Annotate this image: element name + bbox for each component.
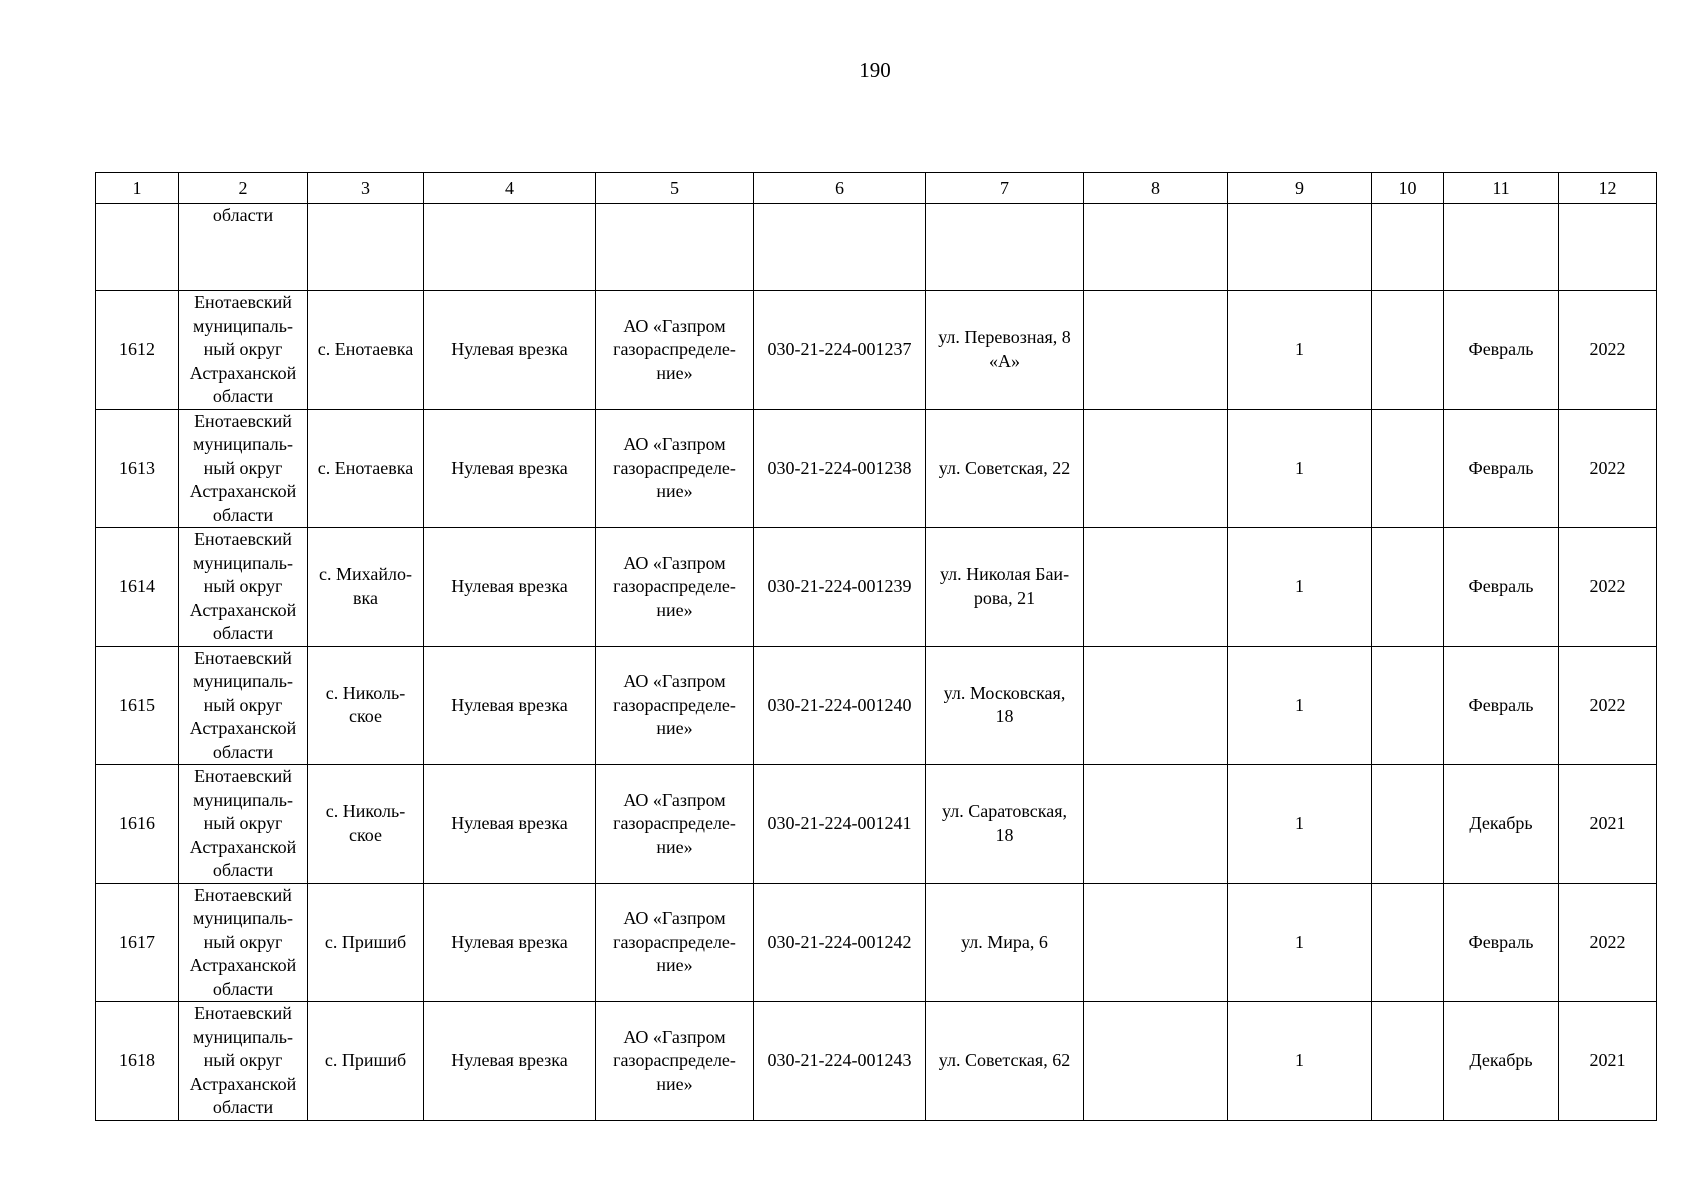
cell-organization-line: АО «Газпром <box>623 1026 726 1047</box>
column-number-8: 8 <box>1084 173 1228 204</box>
cell-quantity: 1 <box>1228 291 1372 410</box>
cell-organization-text <box>613 907 736 978</box>
column-number-3: 3 <box>308 173 424 204</box>
cell-settlement <box>308 765 424 884</box>
cell-col-3 <box>308 204 424 291</box>
cell-work-type: Нулевая врезка <box>424 528 596 647</box>
cell-number: 1616 <box>96 765 179 884</box>
cell-quantity: 1 <box>1228 883 1372 1002</box>
cell-municipality-line: муниципаль- <box>193 552 293 573</box>
cell-municipality-line: Енотаевский <box>194 410 292 431</box>
cell-organization-text <box>613 552 736 623</box>
cell-address-line: ул. Советская, 22 <box>938 457 1071 478</box>
cell-organization-line: газораспределе- <box>613 813 736 833</box>
cell-address-line: ул. Николая Баи- <box>939 564 1070 585</box>
column-number-1: 1 <box>96 173 179 204</box>
cell-organization-line: газораспределе- <box>613 694 736 715</box>
cell-municipality <box>179 765 308 884</box>
cell-address-line: «А» <box>989 350 1020 371</box>
cell-col-10 <box>1372 646 1444 765</box>
cell-municipality-text <box>190 410 296 528</box>
cell-municipality-line: Астраханской <box>189 481 297 501</box>
cell-settlement-text <box>326 682 405 729</box>
cell-address-text <box>961 931 1048 955</box>
cell-col-10 <box>1372 1002 1444 1121</box>
cell-municipality-line: области <box>212 504 274 525</box>
cell-col-11 <box>1444 204 1559 291</box>
cell-municipality <box>179 528 308 647</box>
cell-organization-line: АО «Газпром <box>623 552 726 573</box>
cell-address-text <box>942 800 1067 847</box>
cell-municipality-text <box>190 884 296 1002</box>
cell-organization-line: ние» <box>656 955 693 975</box>
cell-col-8 <box>1084 409 1228 528</box>
cell-municipality-line: ный округ <box>203 339 283 359</box>
cell-number: 1615 <box>96 646 179 765</box>
cell-settlement-line: с. Михайло- <box>319 564 412 585</box>
cell-organization-line: ние» <box>656 362 693 383</box>
cell-municipality-text <box>190 528 296 646</box>
cell-settlement-line: вка <box>353 587 378 608</box>
cell-col-8 <box>1084 291 1228 410</box>
cell-code: 030-21-224-001242 <box>754 883 926 1002</box>
cell-month: Февраль <box>1444 646 1559 765</box>
table-row <box>96 765 1657 884</box>
cell-settlement-text <box>318 457 413 481</box>
cell-number: 1613 <box>96 409 179 528</box>
cell-municipality <box>179 646 308 765</box>
cell-code: 030-21-224-001240 <box>754 646 926 765</box>
cell-organization-text <box>613 789 736 860</box>
cell-work-type: Нулевая врезка <box>424 765 596 884</box>
cell-month: Февраль <box>1444 409 1559 528</box>
cell-organization-line: ние» <box>656 481 693 501</box>
cell-settlement-line: с. Николь- <box>325 682 406 703</box>
cell-year: 2022 <box>1559 409 1657 528</box>
table-row <box>96 883 1657 1002</box>
cell-municipality <box>179 1002 308 1121</box>
cell-municipality-line: муниципаль- <box>193 671 293 691</box>
cell-col-10 <box>1372 528 1444 647</box>
cell-organization <box>596 291 754 410</box>
cell-municipality <box>179 409 308 528</box>
cell-municipality-line: муниципаль- <box>193 908 293 928</box>
cell-col-10 <box>1372 291 1444 410</box>
cell-municipality-line: муниципаль- <box>193 789 293 810</box>
cell-col-12 <box>1559 204 1657 291</box>
cell-organization <box>596 528 754 647</box>
cell-address-text <box>938 326 1071 373</box>
column-number-12: 12 <box>1559 173 1657 204</box>
cell-address <box>926 883 1084 1002</box>
cell-address-line: ул. Мира, 6 <box>961 931 1048 952</box>
cell-work-type: Нулевая врезка <box>424 646 596 765</box>
cell-organization-line: газораспределе- <box>613 1050 736 1070</box>
column-number-9: 9 <box>1228 173 1372 204</box>
cell-municipality-line: ный округ <box>203 813 283 833</box>
cell-settlement-line: с. Николь- <box>325 801 406 822</box>
cell-organization <box>596 765 754 884</box>
cell-organization-line: ние» <box>656 836 693 857</box>
cell-municipality-line: Енотаевский <box>194 647 292 668</box>
cell-municipality-line: муниципаль- <box>193 315 293 336</box>
cell-address-line: 18 <box>995 706 1014 727</box>
cell-month: Февраль <box>1444 291 1559 410</box>
cell-municipality-line: Енотаевский <box>194 1003 292 1023</box>
cell-work-type: Нулевая врезка <box>424 883 596 1002</box>
cell-settlement <box>308 1002 424 1121</box>
cell-organization-text <box>613 433 736 504</box>
cell-address <box>926 765 1084 884</box>
cell-municipality-line: Астраханской <box>189 362 297 383</box>
cell-number: 1614 <box>96 528 179 647</box>
cell-col-8 <box>1084 204 1228 291</box>
cell-organization-line: АО «Газпром <box>623 671 726 691</box>
cell-address-line: 18 <box>995 824 1014 845</box>
cell-settlement-text <box>319 563 412 610</box>
cell-municipality-line: Енотаевский <box>194 292 292 312</box>
cell-address-text <box>944 682 1066 729</box>
cell-settlement <box>308 883 424 1002</box>
column-number-6: 6 <box>754 173 926 204</box>
cell-municipality-continuation: области <box>179 204 308 291</box>
cell-organization-line: АО «Газпром <box>623 434 726 454</box>
register-table <box>95 172 1657 1121</box>
cell-settlement-line: ское <box>348 824 383 845</box>
cell-address <box>926 646 1084 765</box>
cell-municipality-line: области <box>212 623 274 643</box>
cell-year: 2021 <box>1559 765 1657 884</box>
cell-municipality-line: ный округ <box>203 457 283 478</box>
cell-settlement-text <box>325 1049 406 1073</box>
cell-municipality-text <box>190 765 296 883</box>
cell-number: 1612 <box>96 291 179 410</box>
cell-address-line: ул. Саратовская, <box>942 801 1067 822</box>
cell-municipality-line: Астраханской <box>189 1073 297 1094</box>
cell-municipality-line: области <box>212 1097 274 1117</box>
cell-year: 2022 <box>1559 883 1657 1002</box>
cell-address-line: ул. Советская, 62 <box>938 1050 1071 1070</box>
column-number-5: 5 <box>596 173 754 204</box>
cell-organization-line: ние» <box>656 599 693 620</box>
cell-address <box>926 1002 1084 1121</box>
cell-organization <box>596 1002 754 1121</box>
column-number-10: 10 <box>1372 173 1444 204</box>
cell-col-6 <box>754 204 926 291</box>
table-body <box>96 173 1657 1121</box>
table-row <box>96 291 1657 410</box>
cell-municipality-line: муниципаль- <box>193 1026 293 1047</box>
cell-address <box>926 528 1084 647</box>
cell-settlement-text <box>318 338 413 362</box>
cell-municipality-line: ный округ <box>203 694 283 715</box>
cell-code: 030-21-224-001243 <box>754 1002 926 1121</box>
cell-organization <box>596 646 754 765</box>
cell-settlement-line: ское <box>348 706 383 727</box>
column-number-4: 4 <box>424 173 596 204</box>
cell-number: 1617 <box>96 883 179 1002</box>
cell-month: Февраль <box>1444 883 1559 1002</box>
cell-year: 2022 <box>1559 646 1657 765</box>
cell-year: 2021 <box>1559 1002 1657 1121</box>
cell-col-10 <box>1372 765 1444 884</box>
cell-settlement-line: с. Пришиб <box>324 931 407 952</box>
cell-col-8 <box>1084 528 1228 647</box>
cell-year: 2022 <box>1559 291 1657 410</box>
cell-organization-line: газораспределе- <box>613 339 736 359</box>
cell-settlement-line: с. Пришиб <box>324 1050 407 1070</box>
cell-quantity: 1 <box>1228 765 1372 884</box>
cell-organization-line: газораспределе- <box>613 931 736 952</box>
cell-quantity: 1 <box>1228 528 1372 647</box>
cell-quantity: 1 <box>1228 646 1372 765</box>
cell-col-10 <box>1372 883 1444 1002</box>
page-number: 190 <box>859 58 891 82</box>
cell-col-8 <box>1084 646 1228 765</box>
cell-municipality-line: Астраханской <box>189 718 297 738</box>
cell-col-8 <box>1084 1002 1228 1121</box>
cell-address-line: рова, 21 <box>973 587 1036 608</box>
cell-col-5 <box>596 204 754 291</box>
cell-organization-line: АО «Газпром <box>623 908 726 928</box>
cell-organization-text <box>613 670 736 741</box>
cell-municipality <box>179 291 308 410</box>
cell-address-text <box>939 457 1070 481</box>
cell-address-line: ул. Московская, <box>943 682 1066 703</box>
cell-month: Февраль <box>1444 528 1559 647</box>
cell-month: Декабрь <box>1444 1002 1559 1121</box>
cell-organization-line: ние» <box>656 1073 693 1094</box>
column-number-11: 11 <box>1444 173 1559 204</box>
cell-address-text <box>940 563 1069 610</box>
cell-address <box>926 409 1084 528</box>
table-row <box>96 1002 1657 1121</box>
cell-organization-line: газораспределе- <box>613 576 736 596</box>
cell-settlement <box>308 528 424 647</box>
cell-quantity: 1 <box>1228 1002 1372 1121</box>
cell-organization-line: АО «Газпром <box>623 789 726 810</box>
cell-municipality-line: ный округ <box>203 576 283 596</box>
cell-settlement-text <box>326 800 405 847</box>
cell-organization <box>596 409 754 528</box>
cell-municipality-line: Астраханской <box>189 599 297 620</box>
cell-organization-line: газораспределе- <box>613 457 736 478</box>
cell-municipality-text <box>190 1002 296 1120</box>
column-number-row <box>96 173 1657 204</box>
cell-year: 2022 <box>1559 528 1657 647</box>
cell-settlement <box>308 291 424 410</box>
cell-work-type: Нулевая врезка <box>424 291 596 410</box>
cell-municipality-line: Енотаевский <box>194 766 292 786</box>
cell-col-7 <box>926 204 1084 291</box>
cell-organization-line: ние» <box>656 718 693 738</box>
continuation-row <box>96 204 1657 291</box>
cell-work-type: Нулевая врезка <box>424 1002 596 1121</box>
cell-col-8 <box>1084 765 1228 884</box>
cell-municipality-line: области <box>212 741 274 762</box>
cell-municipality-line: ный округ <box>203 931 283 952</box>
cell-address-line: ул. Перевозная, 8 <box>938 327 1071 348</box>
table-row <box>96 409 1657 528</box>
cell-address <box>926 291 1084 410</box>
cell-municipality-line: области <box>212 386 274 406</box>
cell-settlement <box>308 646 424 765</box>
cell-col-9 <box>1228 204 1372 291</box>
cell-municipality <box>179 883 308 1002</box>
cell-settlement-line: с. Енотаевка <box>317 339 414 359</box>
cell-organization-text <box>613 315 736 386</box>
cell-settlement <box>308 409 424 528</box>
cell-month: Декабрь <box>1444 765 1559 884</box>
cell-code: 030-21-224-001241 <box>754 765 926 884</box>
cell-organization-text <box>613 1026 736 1097</box>
cell-col-8 <box>1084 883 1228 1002</box>
cell-organization-line: АО «Газпром <box>623 315 726 336</box>
cell-municipality-text <box>190 291 296 409</box>
cell-col-10 <box>1372 204 1444 291</box>
cell-organization <box>596 883 754 1002</box>
cell-work-type: Нулевая врезка <box>424 409 596 528</box>
cell-municipality-line: муниципаль- <box>193 434 293 454</box>
cell-municipality-line: ный округ <box>203 1050 283 1070</box>
cell-code: 030-21-224-001237 <box>754 291 926 410</box>
column-number-2: 2 <box>179 173 308 204</box>
cell-municipality-line: Астраханской <box>189 955 297 975</box>
cell-col-10 <box>1372 409 1444 528</box>
cell-settlement-text <box>325 931 406 955</box>
cell-number: 1618 <box>96 1002 179 1121</box>
cell-municipality-line: Енотаевский <box>194 884 292 905</box>
cell-settlement-line: с. Енотаевка <box>317 457 414 478</box>
table-row <box>96 528 1657 647</box>
table-row <box>96 646 1657 765</box>
cell-municipality-text <box>190 647 296 765</box>
cell-municipality-line: области <box>212 860 274 880</box>
column-number-7: 7 <box>926 173 1084 204</box>
cell-col-4 <box>424 204 596 291</box>
cell-col-1 <box>96 204 179 291</box>
cell-code: 030-21-224-001239 <box>754 528 926 647</box>
cell-municipality-line: Енотаевский <box>194 529 292 549</box>
cell-municipality-line: области <box>212 978 274 999</box>
cell-code: 030-21-224-001238 <box>754 409 926 528</box>
cell-quantity: 1 <box>1228 409 1372 528</box>
cell-address-text <box>939 1049 1070 1073</box>
cell-municipality-line: Астраханской <box>189 836 297 857</box>
